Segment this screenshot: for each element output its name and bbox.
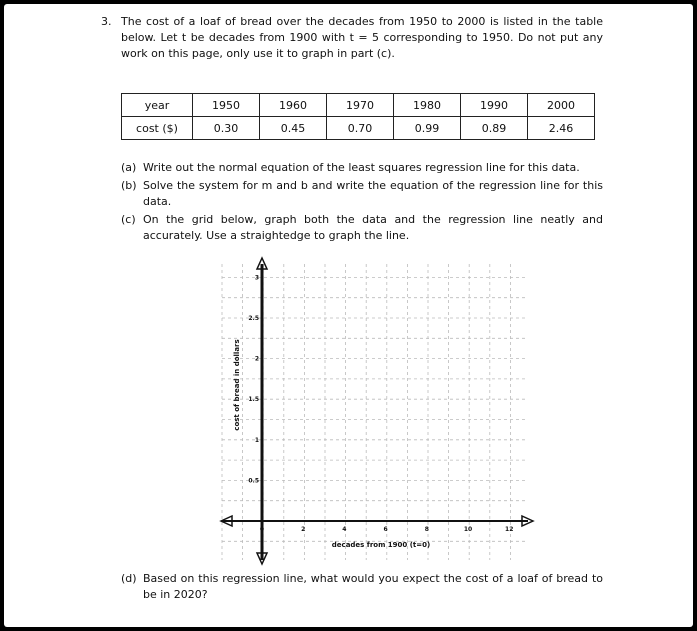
year-cell: 2000 [528,94,595,117]
part-b-text: Solve the system for m and b and write the equation of the regression line for this data. [143,179,603,208]
x-axis-label: decades from 1900 (t=0) [331,541,431,549]
cost-cell: 0.89 [461,117,528,140]
x-tick-label: 10 [463,526,473,533]
cost-cell: 0.70 [327,117,394,140]
cost-cell: 0.30 [193,117,260,140]
y-axis-label: cost of bread in dollars [233,339,241,431]
problem-text: The cost of a loaf of bread over the decades from 1950 to 2000 is listed in the table below. Let t be decades from 1900 with t = 5 corresponding to 1950. Do not put any work on this page, only use it to graph in part (c). [121,15,603,60]
part-d-label: (d) [121,572,137,585]
year-cell: 1970 [327,94,394,117]
axes [221,258,533,564]
cost-header: cost ($) [122,117,193,140]
part-d-text: Based on this regression line, what would you expect the cost of a loaf of bread to be in 2020? [143,572,603,601]
cost-cell: 0.99 [394,117,461,140]
problem-number: 3. [101,15,112,28]
part-d [121,571,603,605]
y-tick-label: 3 [254,274,259,282]
y-tick-label: 1.5 [248,396,259,404]
year-cell: 1980 [394,94,461,117]
x-tick-label: 2 [301,526,306,533]
x-tick-label: 8 [424,526,429,533]
y-tick-label: 0.5 [248,477,259,485]
cost-cell: 0.45 [260,117,327,140]
y-tick-labels [248,274,259,484]
year-cell: 1960 [260,94,327,117]
cost-cell: 2.46 [528,117,595,140]
x-tick-label: 0 [259,526,265,533]
y-tick-label: 1 [254,436,259,444]
y-tick-label: 2 [254,355,259,363]
part-c-label: (c) [121,213,136,226]
year-header: year [122,94,193,117]
part-a-text: Write out the normal equation of the least squares regression line for this data. [143,161,580,174]
part-c-text: On the grid below, graph both the data and the regression line neatly and accurately. Use a straightedge to graph the line. [143,213,603,242]
part-b-label: (b) [121,179,137,192]
x-tick-label: 4 [342,526,347,533]
year-cell: 1950 [193,94,260,117]
grid-lines [222,264,528,560]
part-a-label: (a) [121,161,137,174]
x-tick-label: 12 [505,526,514,533]
x-tick-labels [260,526,513,533]
x-tick-label: 6 [383,526,388,533]
year-cell: 1990 [461,94,528,117]
y-tick-label: 2.5 [248,315,259,322]
